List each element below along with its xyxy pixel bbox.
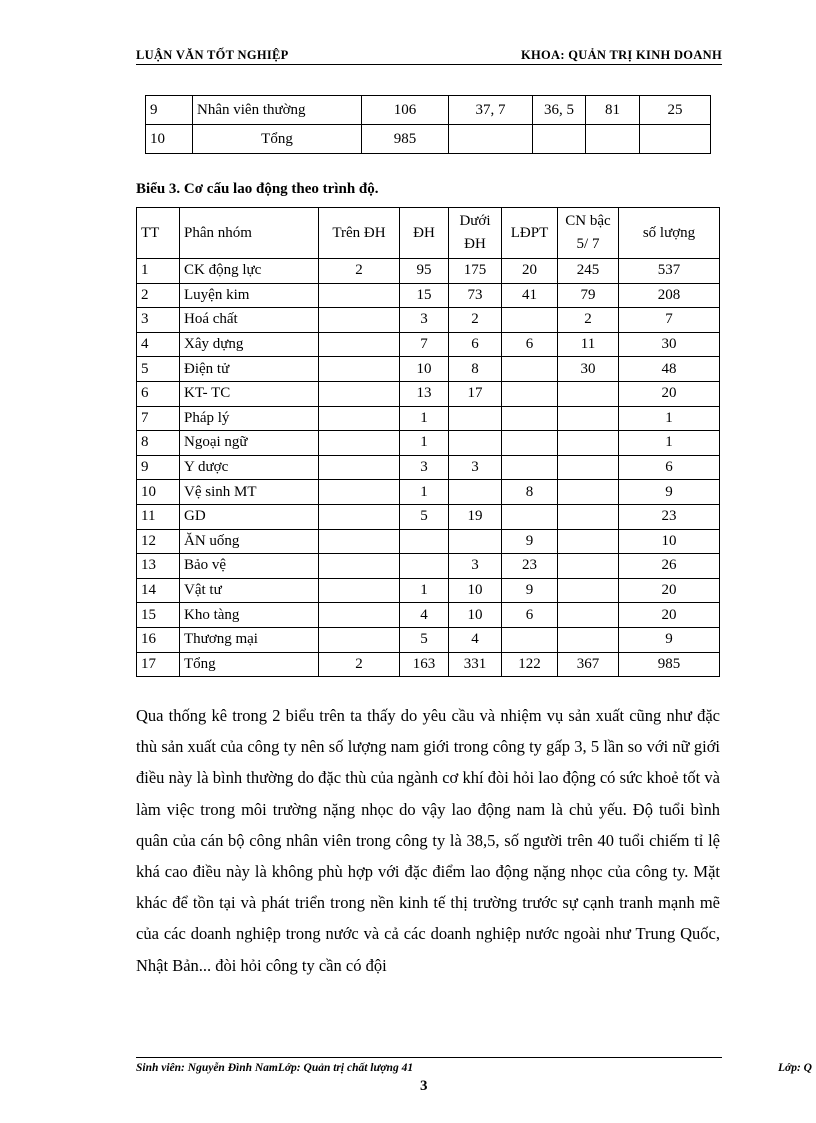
table-cell bbox=[558, 554, 619, 579]
table-row bbox=[137, 308, 720, 333]
table-cell: 10 bbox=[449, 578, 502, 603]
table-cell: 7 bbox=[137, 406, 180, 431]
table-cell: Luyện kim bbox=[180, 283, 319, 308]
table-cell bbox=[558, 455, 619, 480]
table-cell: 23 bbox=[619, 504, 720, 529]
footer-student-info: Sinh viên: Nguyễn Đình NamLớp: Quản trị chất lượng 41 bbox=[136, 1062, 414, 1074]
table-cell bbox=[400, 554, 449, 579]
table-cell: 6 bbox=[502, 332, 558, 357]
table-cell: 13 bbox=[137, 554, 180, 579]
table-cell: 7 bbox=[400, 332, 449, 357]
table-cell: 9 bbox=[502, 529, 558, 554]
table-row bbox=[137, 554, 720, 579]
header-thesis-label: LUẬN VĂN TỐT NGHIỆP bbox=[136, 48, 289, 62]
table-cell bbox=[319, 332, 400, 357]
table-cell: 2 bbox=[449, 308, 502, 333]
table-cell: 3 bbox=[137, 308, 180, 333]
table-cell bbox=[319, 480, 400, 505]
continued-table bbox=[145, 95, 711, 154]
footer-class-info: Lớp: Q bbox=[778, 1062, 812, 1074]
table-cell: 1 bbox=[400, 578, 449, 603]
table-cell bbox=[533, 125, 586, 154]
table-cell: 3 bbox=[400, 308, 449, 333]
table-cell: 367 bbox=[558, 652, 619, 677]
table-cell: 19 bbox=[449, 504, 502, 529]
table-row bbox=[146, 96, 711, 125]
table-cell: 17 bbox=[137, 652, 180, 677]
table-cell bbox=[319, 357, 400, 382]
table-cell: 331 bbox=[449, 652, 502, 677]
body-paragraph bbox=[136, 700, 720, 981]
table-row bbox=[137, 283, 720, 308]
table-cell: 30 bbox=[619, 332, 720, 357]
header-cell: ĐH bbox=[400, 208, 449, 259]
header-cell: Dưới ĐH bbox=[449, 208, 502, 259]
table-cell: 1 bbox=[400, 431, 449, 456]
table-cell: 23 bbox=[502, 554, 558, 579]
header-faculty-label: KHOA: QUẢN TRỊ KINH DOANH bbox=[520, 48, 722, 62]
table-cell: 985 bbox=[619, 652, 720, 677]
table-cell: 106 bbox=[362, 96, 449, 125]
table-cell: 163 bbox=[400, 652, 449, 677]
table-cell: 4 bbox=[137, 332, 180, 357]
table-cell bbox=[558, 480, 619, 505]
table-cell bbox=[502, 308, 558, 333]
table-cell: 26 bbox=[619, 554, 720, 579]
table-cell: 9 bbox=[137, 455, 180, 480]
table-cell bbox=[319, 504, 400, 529]
table-cell bbox=[319, 431, 400, 456]
table-cell: 41 bbox=[502, 283, 558, 308]
table-cell bbox=[502, 357, 558, 382]
table-cell: Hoá chất bbox=[180, 308, 319, 333]
table-cell: 37, 7 bbox=[449, 96, 533, 125]
table-cell: 10 bbox=[619, 529, 720, 554]
table-cell: Tổng bbox=[180, 652, 319, 677]
table-cell bbox=[558, 603, 619, 628]
table-cell: 10 bbox=[137, 480, 180, 505]
table-cell bbox=[449, 406, 502, 431]
table-cell: 2 bbox=[319, 652, 400, 677]
table-cell: 2 bbox=[558, 308, 619, 333]
table-cell: 30 bbox=[558, 357, 619, 382]
table-cell: KT- TC bbox=[180, 381, 319, 406]
table-cell bbox=[502, 406, 558, 431]
table-cell: 95 bbox=[400, 259, 449, 284]
table-cell: 20 bbox=[619, 381, 720, 406]
table-cell bbox=[319, 283, 400, 308]
table-row bbox=[146, 125, 711, 154]
table-cell: 9 bbox=[146, 96, 193, 125]
table-cell: Điện tử bbox=[180, 357, 319, 382]
table-row bbox=[137, 259, 720, 284]
table-cell: 12 bbox=[137, 529, 180, 554]
table-row bbox=[137, 480, 720, 505]
table-cell: 16 bbox=[137, 627, 180, 652]
table-cell bbox=[502, 627, 558, 652]
table-cell bbox=[586, 125, 640, 154]
table-cell: 6 bbox=[449, 332, 502, 357]
table-cell: 10 bbox=[146, 125, 193, 154]
table-cell: 81 bbox=[586, 96, 640, 125]
table-cell: Y dược bbox=[180, 455, 319, 480]
table-cell: 73 bbox=[449, 283, 502, 308]
table-cell: Pháp lý bbox=[180, 406, 319, 431]
table-cell: Vật tư bbox=[180, 578, 319, 603]
table-cell: 11 bbox=[558, 332, 619, 357]
table-cell bbox=[558, 431, 619, 456]
table-cell: Bảo vệ bbox=[180, 554, 319, 579]
table-cell bbox=[558, 381, 619, 406]
table-row bbox=[137, 529, 720, 554]
table-row bbox=[137, 406, 720, 431]
table-cell: 25 bbox=[640, 96, 711, 125]
table-cell bbox=[640, 125, 711, 154]
table-cell: Nhân viên thường bbox=[193, 96, 362, 125]
table-row bbox=[137, 652, 720, 677]
table-cell: Ngoại ngữ bbox=[180, 431, 319, 456]
table-cell bbox=[449, 480, 502, 505]
table-row bbox=[137, 357, 720, 382]
table-header-row bbox=[137, 208, 720, 259]
table-cell bbox=[449, 125, 533, 154]
table-cell: 5 bbox=[137, 357, 180, 382]
table-cell: 2 bbox=[137, 283, 180, 308]
table-cell: 7 bbox=[619, 308, 720, 333]
table-cell: 8 bbox=[449, 357, 502, 382]
table-cell: 3 bbox=[400, 455, 449, 480]
table-cell bbox=[319, 554, 400, 579]
table-row bbox=[137, 455, 720, 480]
table-caption: Biểu 3. Cơ cấu lao động theo trình độ. bbox=[136, 181, 379, 197]
table-cell bbox=[319, 308, 400, 333]
table-cell: 4 bbox=[400, 603, 449, 628]
table-cell: 20 bbox=[619, 578, 720, 603]
table-cell: Thương mại bbox=[180, 627, 319, 652]
table-cell bbox=[319, 455, 400, 480]
education-structure-table bbox=[136, 207, 720, 677]
table-cell bbox=[449, 529, 502, 554]
table-cell: 6 bbox=[137, 381, 180, 406]
table-cell: 1 bbox=[137, 259, 180, 284]
table-cell bbox=[558, 529, 619, 554]
table-cell bbox=[558, 578, 619, 603]
table-row bbox=[137, 504, 720, 529]
table-cell bbox=[502, 431, 558, 456]
table-cell: 1 bbox=[400, 406, 449, 431]
header-cell: Trên ĐH bbox=[319, 208, 400, 259]
table-cell bbox=[502, 381, 558, 406]
table-cell: 48 bbox=[619, 357, 720, 382]
header-cell: Phân nhóm bbox=[180, 208, 319, 259]
table-cell: 1 bbox=[400, 480, 449, 505]
table-cell: 20 bbox=[619, 603, 720, 628]
table-cell: 11 bbox=[137, 504, 180, 529]
table-cell bbox=[558, 504, 619, 529]
page-header bbox=[136, 46, 722, 65]
table-row bbox=[137, 627, 720, 652]
table-cell bbox=[319, 381, 400, 406]
table-cell bbox=[319, 406, 400, 431]
table-cell: Vệ sinh MT bbox=[180, 480, 319, 505]
table-cell: 15 bbox=[137, 603, 180, 628]
table-cell bbox=[319, 627, 400, 652]
table-cell bbox=[558, 627, 619, 652]
table-cell: 14 bbox=[137, 578, 180, 603]
table-cell: 13 bbox=[400, 381, 449, 406]
table-cell: 5 bbox=[400, 504, 449, 529]
table-cell: CK động lực bbox=[180, 259, 319, 284]
header-cell: LĐPT bbox=[502, 208, 558, 259]
table-cell: 175 bbox=[449, 259, 502, 284]
table-cell: 4 bbox=[449, 627, 502, 652]
table-cell: 9 bbox=[619, 627, 720, 652]
table-cell: ĂN uống bbox=[180, 529, 319, 554]
table-cell: 17 bbox=[449, 381, 502, 406]
table-row bbox=[137, 431, 720, 456]
page-number: 3 bbox=[420, 1078, 428, 1094]
table-cell: Tổng bbox=[193, 125, 362, 154]
header-cell: CN bậc 5/ 7 bbox=[558, 208, 619, 259]
table-cell: 3 bbox=[449, 455, 502, 480]
table-cell: 537 bbox=[619, 259, 720, 284]
header-cell: TT bbox=[137, 208, 180, 259]
table-cell: 5 bbox=[400, 627, 449, 652]
table-cell bbox=[319, 578, 400, 603]
table-cell bbox=[400, 529, 449, 554]
table-cell: 20 bbox=[502, 259, 558, 284]
table-cell: 79 bbox=[558, 283, 619, 308]
table-cell bbox=[319, 603, 400, 628]
table-cell: 245 bbox=[558, 259, 619, 284]
table-cell: 8 bbox=[137, 431, 180, 456]
table-cell bbox=[502, 455, 558, 480]
table-cell: 10 bbox=[400, 357, 449, 382]
table-row bbox=[137, 381, 720, 406]
table-cell: 15 bbox=[400, 283, 449, 308]
table-cell: 2 bbox=[319, 259, 400, 284]
table-cell: GD bbox=[180, 504, 319, 529]
table-cell: 9 bbox=[619, 480, 720, 505]
table-cell: 9 bbox=[502, 578, 558, 603]
table-row bbox=[137, 603, 720, 628]
table-row bbox=[137, 332, 720, 357]
table-cell: 122 bbox=[502, 652, 558, 677]
table-row bbox=[137, 578, 720, 603]
table-cell: Kho tàng bbox=[180, 603, 319, 628]
table-cell: 208 bbox=[619, 283, 720, 308]
table-cell: 1 bbox=[619, 406, 720, 431]
table-cell: 1 bbox=[619, 431, 720, 456]
header-cell: số lượng bbox=[619, 208, 720, 259]
table-cell bbox=[449, 431, 502, 456]
table-cell: 985 bbox=[362, 125, 449, 154]
table-cell bbox=[319, 529, 400, 554]
table-cell: 8 bbox=[502, 480, 558, 505]
table-cell: Xây dựng bbox=[180, 332, 319, 357]
table-cell bbox=[502, 504, 558, 529]
paragraph-text: Qua thống kê trong 2 biểu trên ta thấy do yêu cầu và nhiệm vụ sản xuất cũng như đặc thù sản xuất của công ty nên số lượng nam giới trong công ty gấp 3, 5 lần so với nữ giới điều này là bình thường do đặc thù của ngành cơ khí đòi hỏi lao động có sức khoẻ tốt và làm việc trong môi trường nặng nhọc do vậy lao động nam là chủ yếu. Độ tuổi bình quân của cán bộ công nhân viên trong công ty là 38,5, số người trên 40 tuổi chiếm tỉ lệ khá cao điều này là không phù hợp với đặc điểm lao động nặng nhọc của công ty. Mặt khác để tồn tại và phát triển trong nền kinh tế thị trường trước sự cạnh tranh mạnh mẽ của các doanh nghiệp trong nước và cả các doanh nghiệp nước ngoài như Trung Quốc, Nhật Bản... đòi hỏi công ty cần có đội bbox=[136, 706, 720, 975]
table-cell: 6 bbox=[619, 455, 720, 480]
table-cell: 36, 5 bbox=[533, 96, 586, 125]
table-cell bbox=[558, 406, 619, 431]
table-cell: 3 bbox=[449, 554, 502, 579]
footer-divider bbox=[136, 1057, 722, 1058]
table-cell: 10 bbox=[449, 603, 502, 628]
table-cell: 6 bbox=[502, 603, 558, 628]
